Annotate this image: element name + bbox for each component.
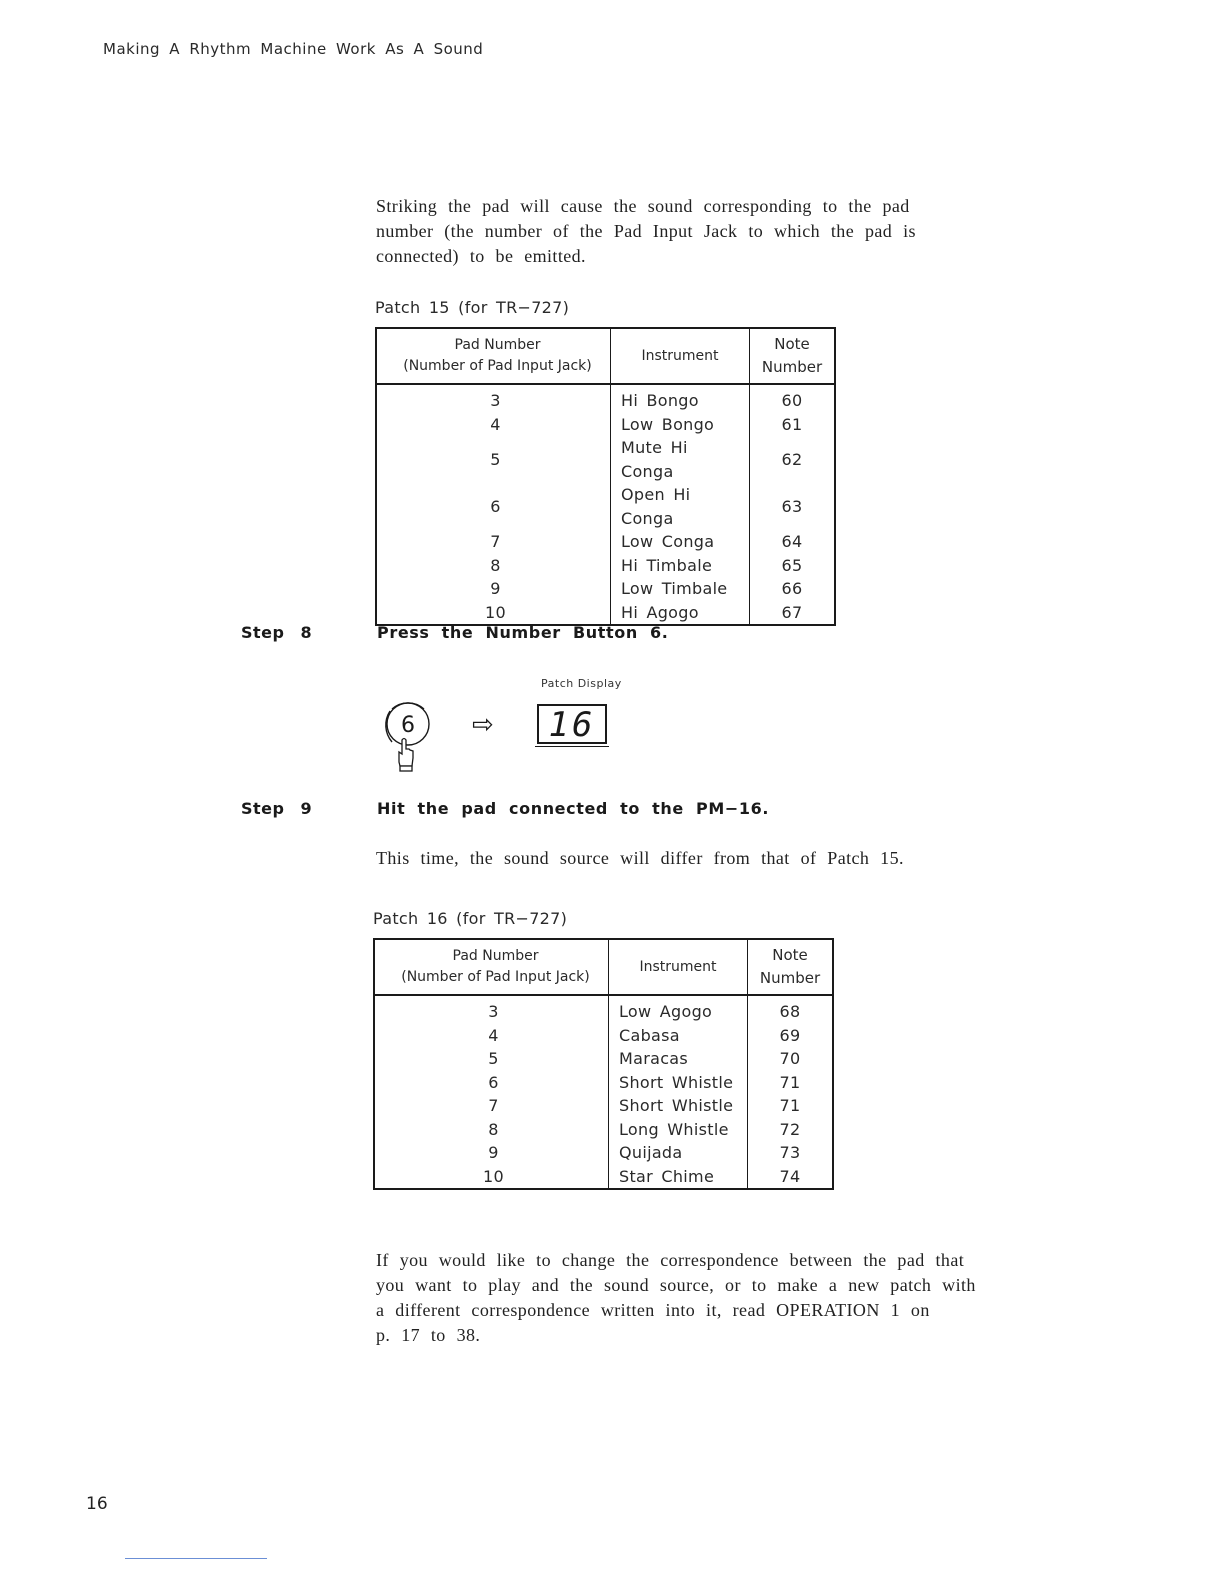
step9-label: Step 9 <box>241 799 313 818</box>
cell-note: 63 <box>781 496 803 516</box>
step9-text: Hit the pad connected to the PM−16. <box>377 799 770 818</box>
table-row <box>376 577 835 601</box>
intro-line: connected) to be emitted. <box>376 246 586 266</box>
cell-pad: 5 <box>374 1047 609 1071</box>
cell-note: 72 <box>779 1119 801 1139</box>
cell-instrument: Hi Bongo <box>611 384 750 413</box>
closing-line: If you would like to change the correspondence between the pad that <box>376 1250 965 1270</box>
closing-line: you want to play and the sound source, or to make a new patch with <box>376 1275 976 1295</box>
cell-pad: 6 <box>376 483 611 530</box>
number-button-figure <box>378 698 438 772</box>
cell-note: 62 <box>781 449 803 469</box>
cell-note: 61 <box>781 414 803 434</box>
table-row <box>376 601 835 626</box>
cell-note: 66 <box>781 579 803 598</box>
cell-pad: 4 <box>374 1024 609 1048</box>
table-row <box>376 436 835 483</box>
cell-instrument: Short Whistle <box>609 1071 748 1095</box>
step8-text: Press the Number Button 6. <box>377 623 669 642</box>
header-note-number <box>748 939 834 995</box>
patch-display-label: Patch Display <box>541 677 622 690</box>
header-instrument: Instrument <box>611 328 750 384</box>
arrow-icon: ⇨ <box>472 710 494 740</box>
cell-pad: 5 <box>376 436 611 483</box>
cell-instrument: Low Conga <box>611 530 750 554</box>
running-header: Making A Rhythm Machine Work As A Sound <box>103 40 484 58</box>
patch-display: 16 <box>537 704 607 744</box>
cell-instrument: Low Timbale <box>611 577 750 601</box>
intro-line: Striking the pad will cause the sound corresponding to the pad <box>376 196 910 216</box>
cell-instrument: Low Agogo <box>609 995 748 1024</box>
cell-pad: 10 <box>374 1165 609 1190</box>
cell-instrument: Maracas <box>609 1047 748 1071</box>
header-note-number <box>750 328 836 384</box>
header-note-line1: Note <box>774 335 810 353</box>
cell-note: 73 <box>779 1143 801 1162</box>
cell-pad: 3 <box>376 384 611 413</box>
cell-instrument: Cabasa <box>609 1024 748 1048</box>
cell-instrument: Hi Timbale <box>611 554 750 578</box>
cell-instrument: Short Whistle <box>609 1094 748 1118</box>
patch15-caption: Patch 15 (for TR−727) <box>375 298 570 317</box>
table-row <box>374 995 833 1024</box>
cell-pad: 7 <box>376 530 611 554</box>
cell-pad: 8 <box>376 554 611 578</box>
header-note-line1: Note <box>772 946 808 964</box>
cell-note: 60 <box>781 391 803 410</box>
table-row <box>376 384 835 413</box>
cell-instrument: Hi Agogo <box>611 601 750 626</box>
table-row <box>374 1165 833 1190</box>
header-pad-line1: Pad Number <box>452 948 539 964</box>
table-row <box>376 413 835 437</box>
table-row <box>376 483 835 530</box>
table-row <box>374 1094 833 1118</box>
table-header-row <box>376 328 835 384</box>
footer-rule <box>125 1558 267 1559</box>
cell-note: 68 <box>779 1002 801 1021</box>
cell-instrument: Low Bongo <box>611 413 750 437</box>
table-row <box>376 530 835 554</box>
table-row <box>374 1047 833 1071</box>
cell-note: 64 <box>781 532 803 551</box>
table-row <box>374 1118 833 1142</box>
header-note-line2: Number <box>761 358 823 376</box>
button-number-label: 6 <box>401 713 415 738</box>
table-row <box>376 554 835 578</box>
cell-note: 70 <box>779 1049 801 1068</box>
cell-instrument: Long Whistle <box>609 1118 748 1142</box>
closing-paragraph <box>376 1248 1016 1348</box>
closing-line: a different correspondence written into it, read OPERATION 1 on <box>376 1300 930 1320</box>
page-number: 16 <box>86 1494 108 1514</box>
header-pad-line1: Pad Number <box>454 337 541 353</box>
cell-instrument: Quijada <box>609 1141 748 1165</box>
header-instrument: Instrument <box>609 939 748 995</box>
intro-line: number (the number of the Pad Input Jack to which the pad is <box>376 221 916 241</box>
cell-pad: 8 <box>374 1118 609 1142</box>
cell-pad: 6 <box>374 1071 609 1095</box>
display-shadow-line <box>535 746 609 747</box>
patch16-table <box>373 938 834 1190</box>
table-header-row <box>374 939 833 995</box>
step8-label: Step 8 <box>241 623 313 642</box>
cell-pad: 10 <box>376 601 611 626</box>
cell-pad: 9 <box>376 577 611 601</box>
cell-note: 71 <box>779 1072 801 1092</box>
cell-note: 65 <box>781 555 803 575</box>
cell-pad: 3 <box>374 995 609 1024</box>
header-pad-number <box>374 939 609 995</box>
header-pad-number <box>376 328 611 384</box>
step9-note: This time, the sound source will differ from that of Patch 15. <box>376 848 904 868</box>
cell-pad: 9 <box>374 1141 609 1165</box>
cell-instrument: Mute Hi Conga <box>611 436 750 483</box>
patch15-table <box>375 327 836 626</box>
patch16-caption: Patch 16 (for TR−727) <box>373 909 568 928</box>
header-note-line2: Number <box>759 969 821 987</box>
cell-note: 71 <box>779 1096 801 1115</box>
table-row <box>374 1071 833 1095</box>
table-row <box>374 1141 833 1165</box>
cell-note: 74 <box>779 1166 801 1186</box>
closing-line: p. 17 to 38. <box>376 1325 481 1345</box>
cell-pad: 4 <box>376 413 611 437</box>
cell-pad: 7 <box>374 1094 609 1118</box>
header-pad-line2: (Number of Pad Input Jack) <box>401 969 590 985</box>
cell-instrument: Star Chime <box>609 1165 748 1190</box>
table-row <box>374 1024 833 1048</box>
cell-note: 69 <box>779 1025 801 1045</box>
header-pad-line2: (Number of Pad Input Jack) <box>403 358 592 374</box>
cell-note: 67 <box>781 602 803 622</box>
intro-paragraph <box>376 194 1016 269</box>
cell-instrument: Open Hi Conga <box>611 483 750 530</box>
